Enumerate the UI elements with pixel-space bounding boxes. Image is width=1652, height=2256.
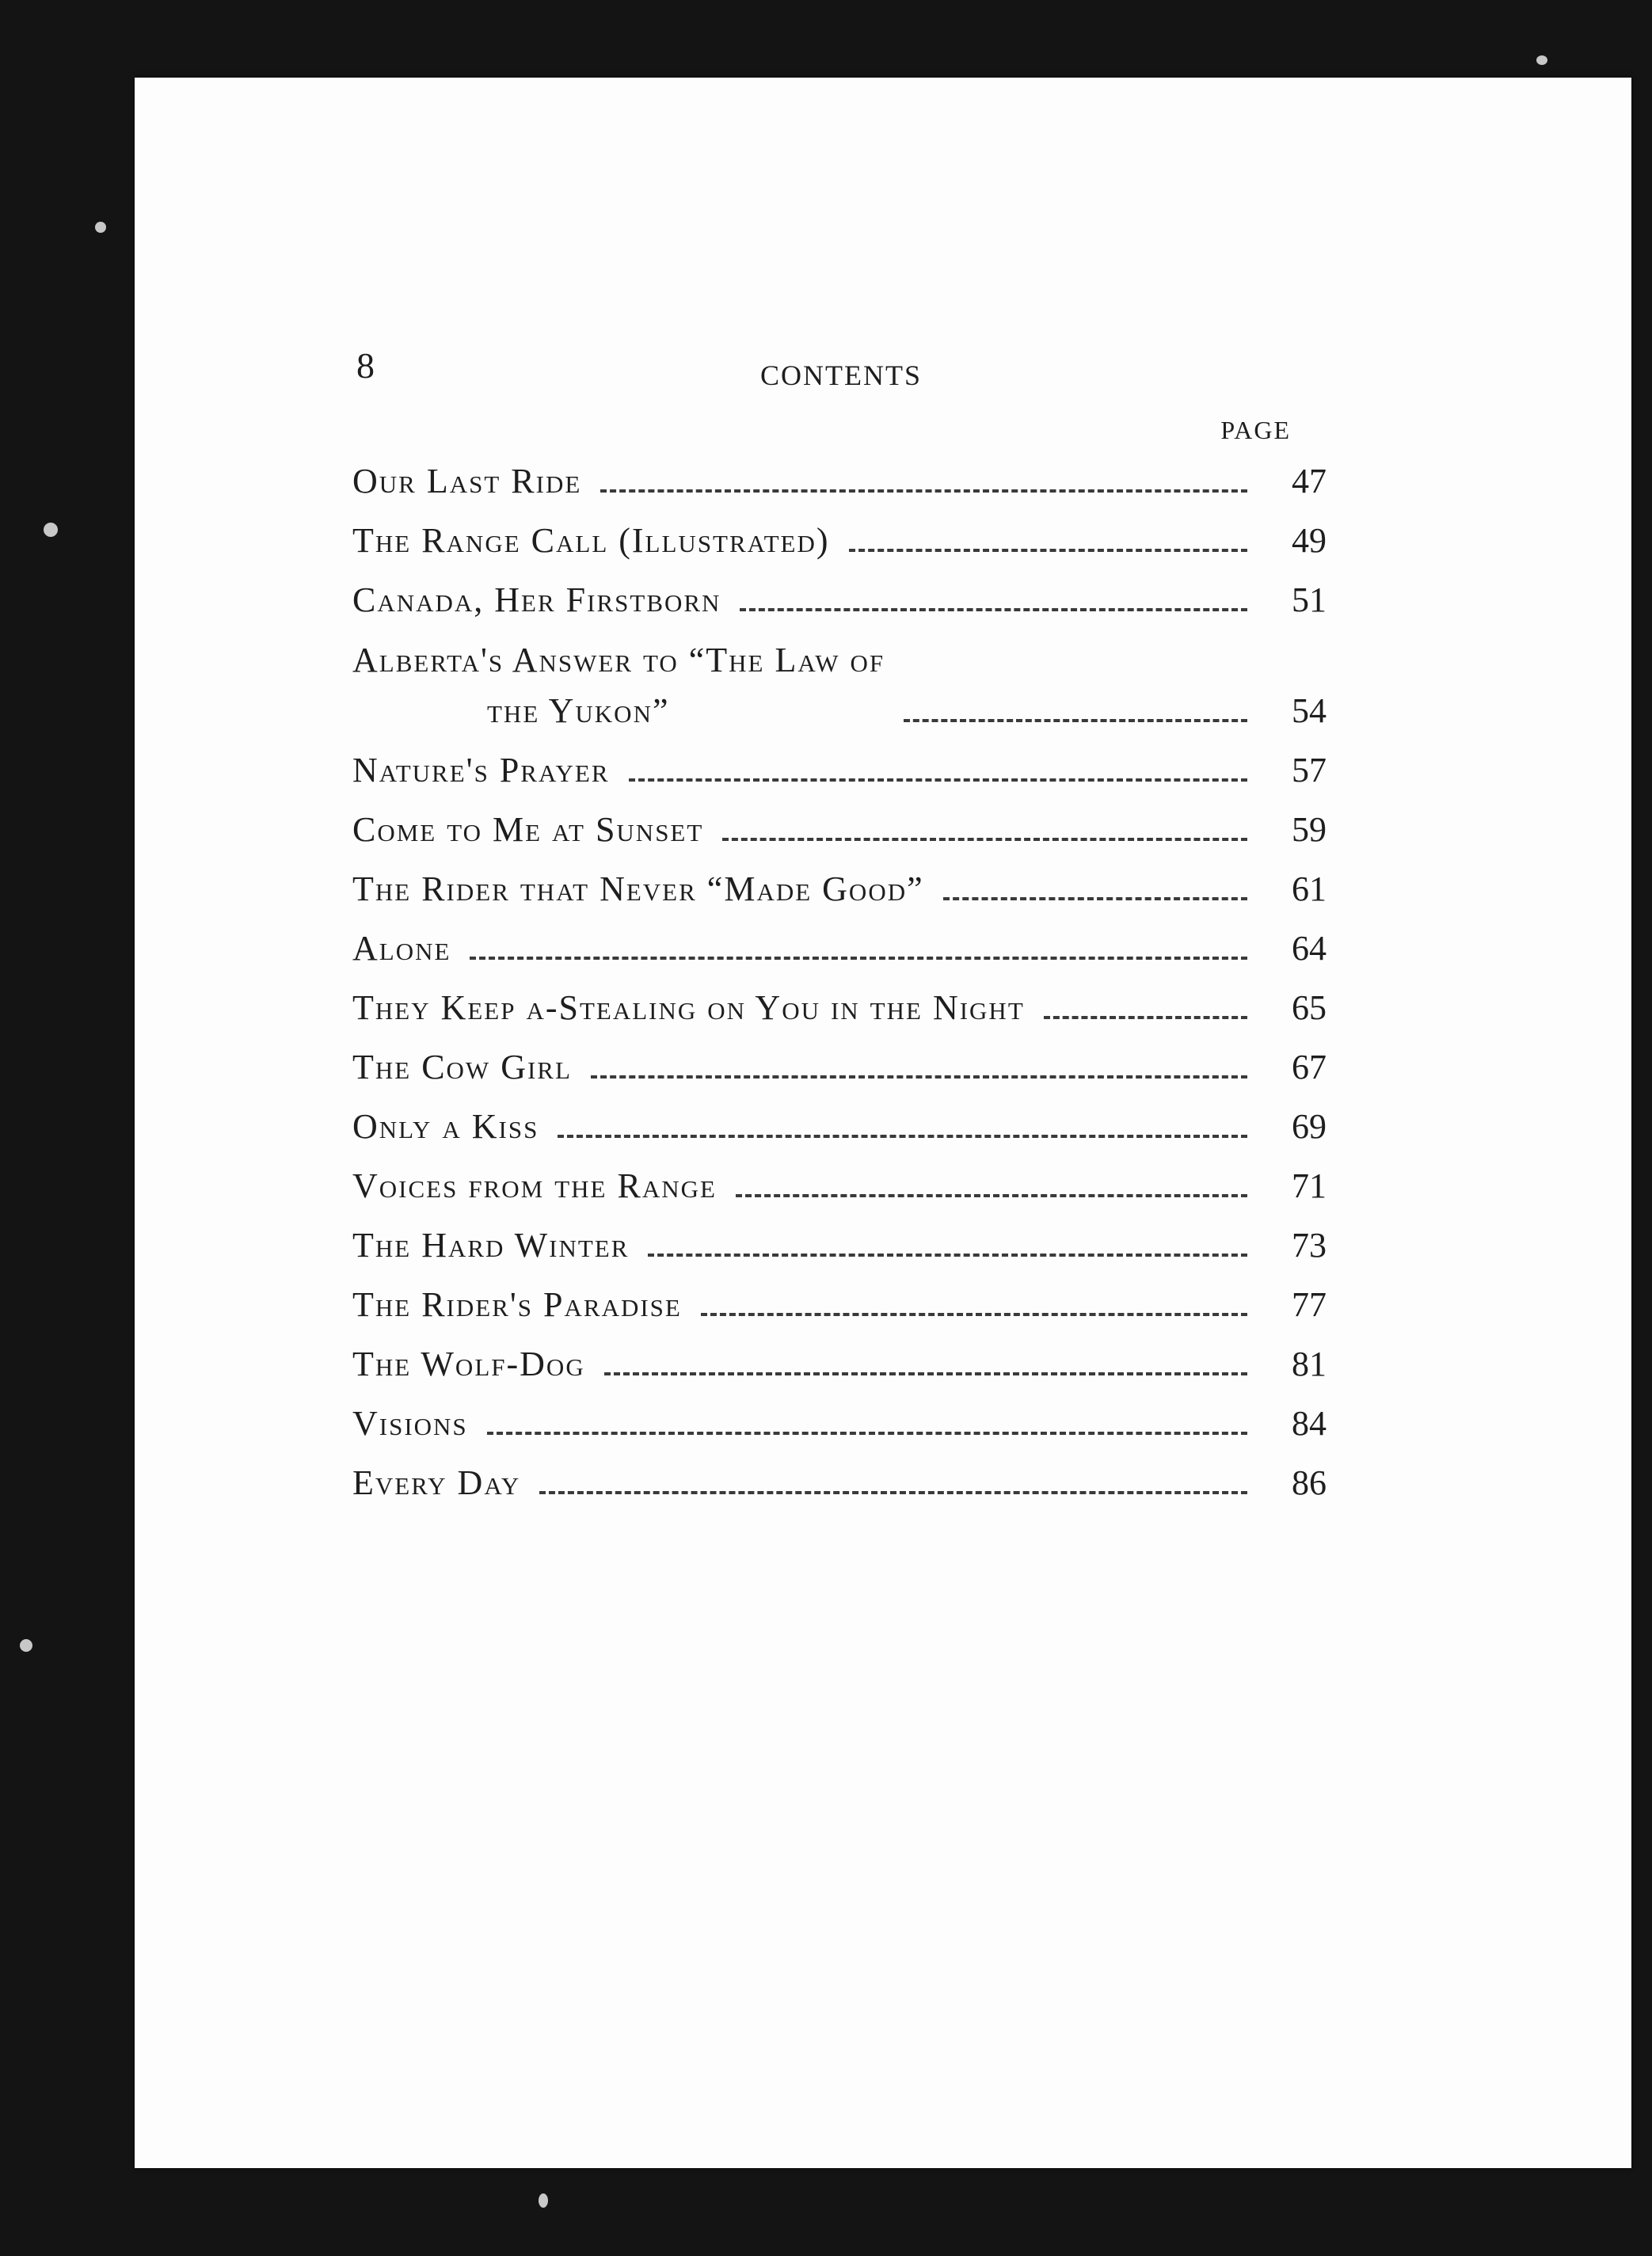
toc-entry: [352, 1271, 1334, 1330]
scan-speck: [539, 2193, 548, 2208]
dot-leader: [849, 549, 1247, 552]
toc-entry-page: 84: [1292, 1404, 1327, 1443]
scan-speck: [20, 1639, 32, 1652]
toc-entry-page: 64: [1292, 929, 1327, 968]
page-column-label: PAGE: [1220, 416, 1291, 444]
toc-entry-page: 54: [1292, 691, 1327, 730]
toc-entry: [352, 1093, 1334, 1152]
toc-entry-page: 81: [1292, 1345, 1327, 1383]
toc-entry-page: 77: [1292, 1285, 1327, 1324]
toc-entry-page: 59: [1292, 810, 1327, 849]
dot-leader: [943, 897, 1247, 900]
dot-leader: [487, 1432, 1247, 1435]
dot-leader: [722, 838, 1247, 841]
dot-leader: [904, 719, 1247, 722]
toc-entry-title: The Cow Girl: [352, 1048, 572, 1086]
toc-entry-page: 65: [1292, 988, 1327, 1027]
page-header: [356, 344, 1338, 444]
toc-entry-page: 67: [1292, 1048, 1327, 1086]
scan-speck: [95, 222, 106, 233]
scan-speck: [44, 523, 58, 537]
toc-entry-title: The Range Call (Illustrated): [352, 521, 830, 560]
page-number: 8: [356, 345, 375, 386]
toc-entry-title: Alone: [352, 929, 451, 968]
dot-leader: [591, 1075, 1247, 1079]
toc-entry: [352, 974, 1334, 1033]
toc-entry-title: Visions: [352, 1404, 468, 1443]
toc-entry: [352, 507, 1334, 566]
toc-entry: [352, 566, 1334, 626]
toc-entry-page: 73: [1292, 1226, 1327, 1265]
dot-leader: [740, 608, 1247, 611]
toc-entry-title: They Keep a-Stealing on You in the Night: [352, 988, 1025, 1027]
scan-speck: [1536, 55, 1547, 65]
dot-leader: [604, 1372, 1247, 1375]
running-title: CONTENTS: [760, 360, 922, 391]
toc-entry: [352, 1152, 1334, 1212]
dot-leader: [470, 957, 1247, 960]
toc-entry-title-line2: the Yukon”: [487, 691, 670, 730]
toc-entry-title: Our Last Ride: [352, 462, 582, 500]
toc-entry-title: Every Day: [352, 1463, 521, 1502]
toc-entry-page: 49: [1292, 521, 1327, 560]
toc-entry-page: 61: [1292, 869, 1327, 908]
dot-leader: [629, 778, 1247, 782]
toc-entry-page: 86: [1292, 1463, 1327, 1502]
toc-entry: [352, 796, 1334, 855]
toc-entry: [352, 1390, 1334, 1449]
toc-entry-page: 69: [1292, 1107, 1327, 1146]
toc-entry-title: Nature's Prayer: [352, 751, 610, 789]
dot-leader: [701, 1313, 1247, 1316]
dot-leader: [558, 1135, 1247, 1138]
dot-leader: [736, 1194, 1247, 1197]
dot-leader: [648, 1254, 1247, 1257]
toc-entry: [352, 447, 1334, 507]
toc-entry-title: The Rider that Never “Made Good”: [352, 869, 924, 908]
toc-entry-title-line1: Alberta's Answer to “The Law of: [352, 641, 885, 679]
toc-entry-title: The Rider's Paradise: [352, 1285, 682, 1324]
toc-entry: [352, 1033, 1334, 1093]
dot-leader: [539, 1491, 1247, 1494]
toc-entry-title: Come to Me at Sunset: [352, 810, 704, 849]
toc-entry-title: Only a Kiss: [352, 1107, 539, 1146]
toc-entry-title: The Wolf-Dog: [352, 1345, 585, 1383]
dot-leader: [600, 489, 1247, 493]
toc-entry: [352, 915, 1334, 974]
toc-entry-page: 57: [1292, 751, 1327, 789]
toc-entry-title: Voices from the Range: [352, 1166, 717, 1205]
toc-entry: [352, 1330, 1334, 1390]
dot-leader: [1044, 1016, 1247, 1019]
toc-entry: [352, 1212, 1334, 1271]
toc-entry-page: 47: [1292, 462, 1327, 500]
toc-entry: [352, 855, 1334, 915]
toc-entry-page: 71: [1292, 1166, 1327, 1205]
toc-entry-page: 51: [1292, 580, 1327, 619]
table-of-contents: [352, 447, 1334, 1508]
toc-entry: [352, 736, 1334, 796]
toc-entry: [352, 626, 1334, 736]
toc-entry: [352, 1449, 1334, 1508]
toc-entry-title: Canada, Her Firstborn: [352, 580, 721, 619]
toc-entry-title: The Hard Winter: [352, 1226, 630, 1265]
toc-entry-title: [352, 635, 885, 736]
